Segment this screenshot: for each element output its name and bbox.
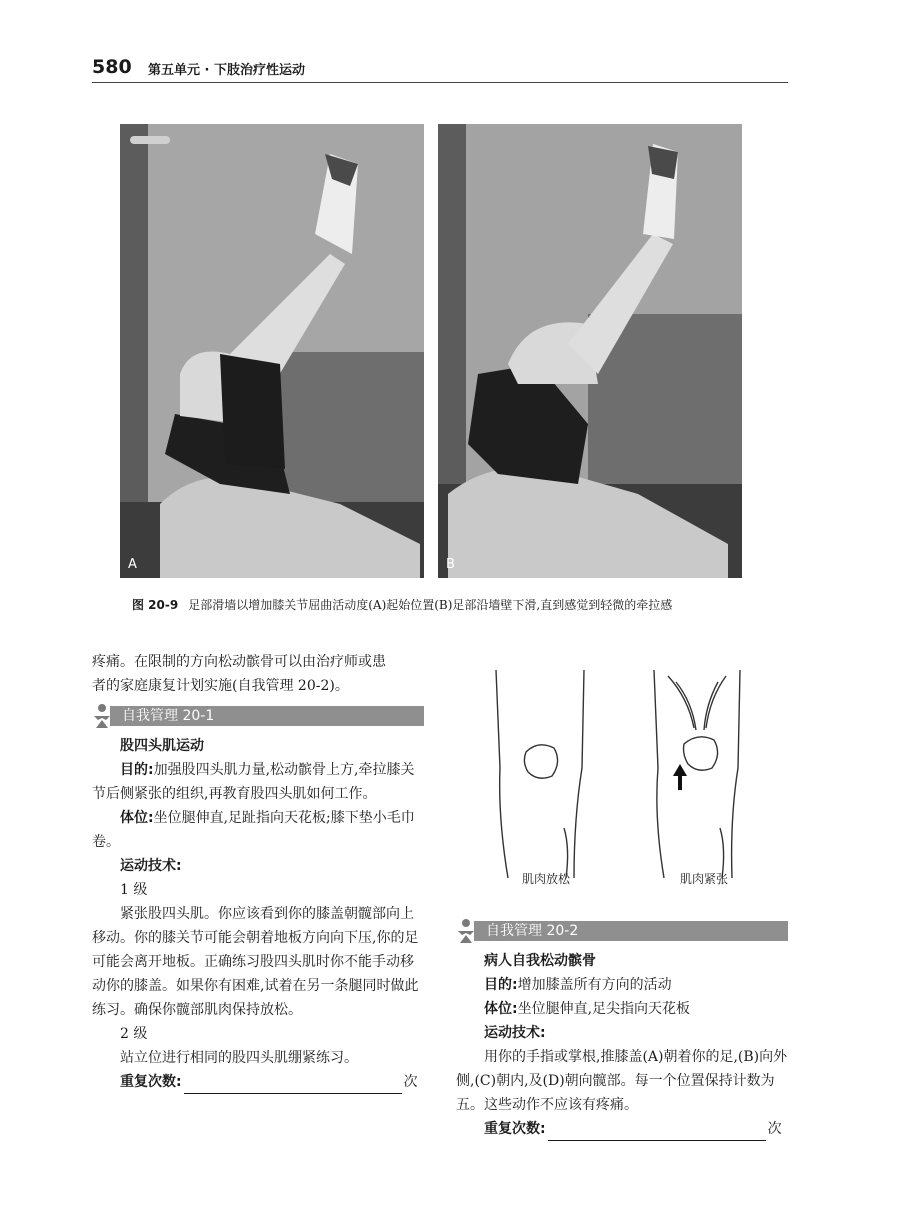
knee-tense-drawing [654,670,740,878]
figure-caption [132,596,672,613]
person-icon [90,703,114,729]
reps-label: 重复次数: [120,1074,182,1090]
self-management-title: 自我管理 20-2 [486,923,579,939]
panel-a-label: A [128,557,137,572]
exercise-title: 病人自我松动髌骨 [484,953,596,969]
reps-label: 重复次数: [484,1121,546,1137]
running-title: 第五单元 · 下肢治疗性运动 [148,63,305,78]
self-management-title: 自我管理 20-1 [122,708,215,724]
purpose-text: 加强股四头肌力量,松动髌骨上方,牵拉膝关节后侧紧张的组织,再教育股四头肌如何工作。 [92,762,415,802]
figure-number: 图 20-9 [132,598,179,612]
position-label: 体位: [120,810,154,826]
page-header [92,56,788,83]
position-text: 坐位腿伸直,足尖指向天花板 [517,1001,691,1017]
person-icon [454,918,478,944]
diagram-label-tense: 肌肉紧张 [680,872,729,886]
reps-blank [548,1124,766,1141]
reps-line [92,1070,424,1094]
photo-b-illustration [438,124,742,578]
left-column [92,650,424,1094]
page-number: 580 [92,56,132,78]
self-management-bar-20-1 [110,706,424,726]
figure-caption-text: 足部滑墙以增加膝关节屈曲活动度(A)起始位置(B)足部沿墙壁下滑,直到感觉到轻微的牵拉感 [188,598,673,612]
up-arrow-icon [673,764,687,790]
purpose-text: 增加膝盖所有方向的活动 [517,977,672,993]
photo-a [120,124,424,578]
photo-a-illustration [120,124,424,578]
technique-text: 用你的手指或掌根,推膝盖(A)朝着你的足,(B)向外侧,(C)朝内,及(D)朝向髋部。每一个位置保持计数为五。这些动作不应该有疼痛。 [456,1049,788,1113]
intro-line-1: 疼痛。在限制的方向松动髌骨可以由治疗师或患 [92,654,386,670]
position-paragraph [456,997,788,1021]
position-label: 体位: [484,1001,518,1017]
reps-unit: 次 [767,1121,782,1137]
level-2-label: 2 级 [120,1026,148,1042]
level-1-text: 紧张股四头肌。你应该看到你的膝盖朝髋部向上移动。你的膝关节可能会朝着地板方向向下压,你的足可能会离开地板。正确练习股四头肌时你不能手动移动你的膝盖。如果你有困难,试着在另一条腿同时做此练习。确保你髋部肌肉保持放松。 [92,906,419,1018]
purpose-label: 目的: [120,762,154,778]
right-column [456,917,788,1141]
reps-blank [184,1077,402,1094]
reps-line [456,1117,788,1141]
diagram-label-relaxed: 肌肉放松 [522,872,571,886]
purpose-label: 目的: [484,977,518,993]
purpose-paragraph [92,758,424,806]
self-management-bar-20-2 [474,921,788,941]
position-paragraph [92,806,424,854]
level-2-text: 站立位进行相同的股四头肌绷紧练习。 [120,1050,358,1066]
position-text: 坐位腿伸直,足趾指向天花板;膝下垫小毛巾卷。 [92,810,415,850]
knee-relaxed-drawing [496,670,584,878]
photo-b [438,124,742,578]
level-1-label: 1 级 [120,882,148,898]
purpose-paragraph [456,973,788,997]
reps-unit: 次 [403,1074,418,1090]
technique-label: 运动技术: [120,858,182,874]
intro-line-2: 者的家庭康复计划实施(自我管理 20-2)。 [92,678,349,694]
technique-label: 运动技术: [484,1025,546,1041]
knee-diagram [478,668,788,894]
exercise-title: 股四头肌运动 [120,738,204,754]
panel-b-label: B [446,557,455,572]
